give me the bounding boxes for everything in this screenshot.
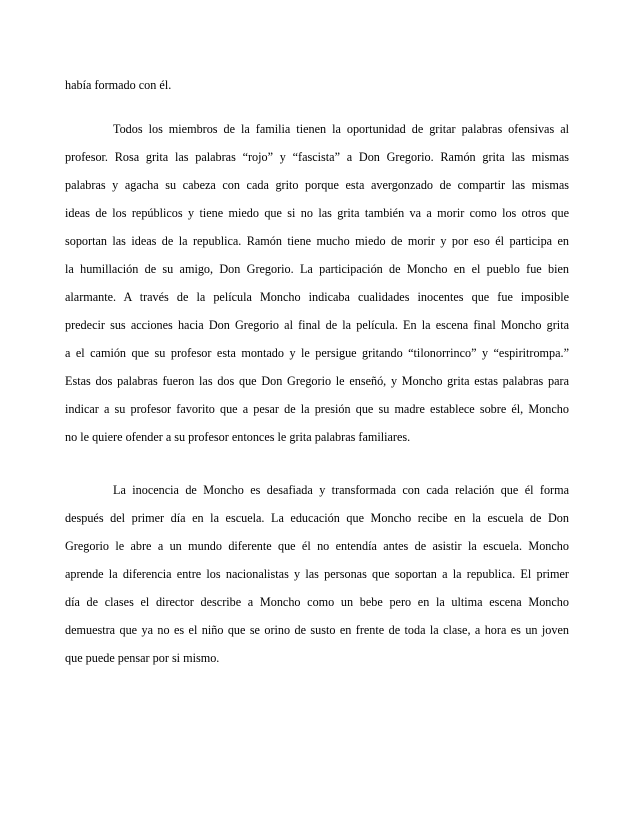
text-line: Todos los miembros de la familia tienen la oportunidad de gritar palabras ofensivas al <box>113 122 569 136</box>
text-line: no le quiere ofender a su profesor entonces le grita palabras familiares. <box>65 430 411 444</box>
text-line: profesor. Rosa grita las palabras “rojo” y “fascista” a Don Gregorio. Ramón grita las mismas <box>65 150 569 164</box>
text-line: Estas dos palabras fueron las dos que Don Gregorio le enseñó, y Moncho grita estas palabras para <box>65 374 569 388</box>
text-line: La inocencia de Moncho es desafiada y transformada con cada relación que él forma <box>113 483 569 497</box>
text-line: aprende la diferencia entre los nacionalistas y las personas que soportan a la republica. El primer <box>65 567 569 581</box>
text-line: que puede pensar por si mismo. <box>65 651 220 665</box>
text-line: palabras y agacha su cabeza con cada grito porque esta avergonzado de compartir las mismas <box>65 178 569 192</box>
text-line: soportan las ideas de la republica. Ramón tiene mucho miedo de morir y por eso él participa en <box>65 234 569 248</box>
text-line: predecir sus acciones hacia Don Gregorio al final de la película. En la escena final Moncho grita <box>65 318 569 332</box>
text-line: había formado con él. <box>65 78 172 92</box>
text-line: ideas de los repúblicos y tiene miedo que si no las grita también va a morir como los otros que <box>65 206 569 220</box>
text-line: después del primer día en la escuela. La educación que Moncho recibe en la escuela de Don <box>65 511 569 525</box>
text-line: alarmante. A través de la película Moncho indicaba cualidades inocentes que fue imposible <box>65 290 569 304</box>
text-line: la humillación de su amigo, Don Gregorio. La participación de Moncho en el pueblo fue bien <box>65 262 569 276</box>
text-line: demuestra que ya no es el niño que se orino de susto en frente de toda la clase, a hora es un joven <box>65 623 569 637</box>
text-line: a el camión que su profesor esta montado y le persigue gritando “tilonorrinco” y “espiritrompa.” <box>65 346 569 360</box>
text-line: Gregorio le abre a un mundo diferente que él no entendía antes de asistir la escuela. Moncho <box>65 539 569 553</box>
text-line: indicar a su profesor favorito que a pesar de la presión que su madre establece sobre él, Moncho <box>65 402 569 416</box>
text-line: día de clases el director describe a Moncho como un bebe pero en la ultima escena Moncho <box>65 595 569 609</box>
